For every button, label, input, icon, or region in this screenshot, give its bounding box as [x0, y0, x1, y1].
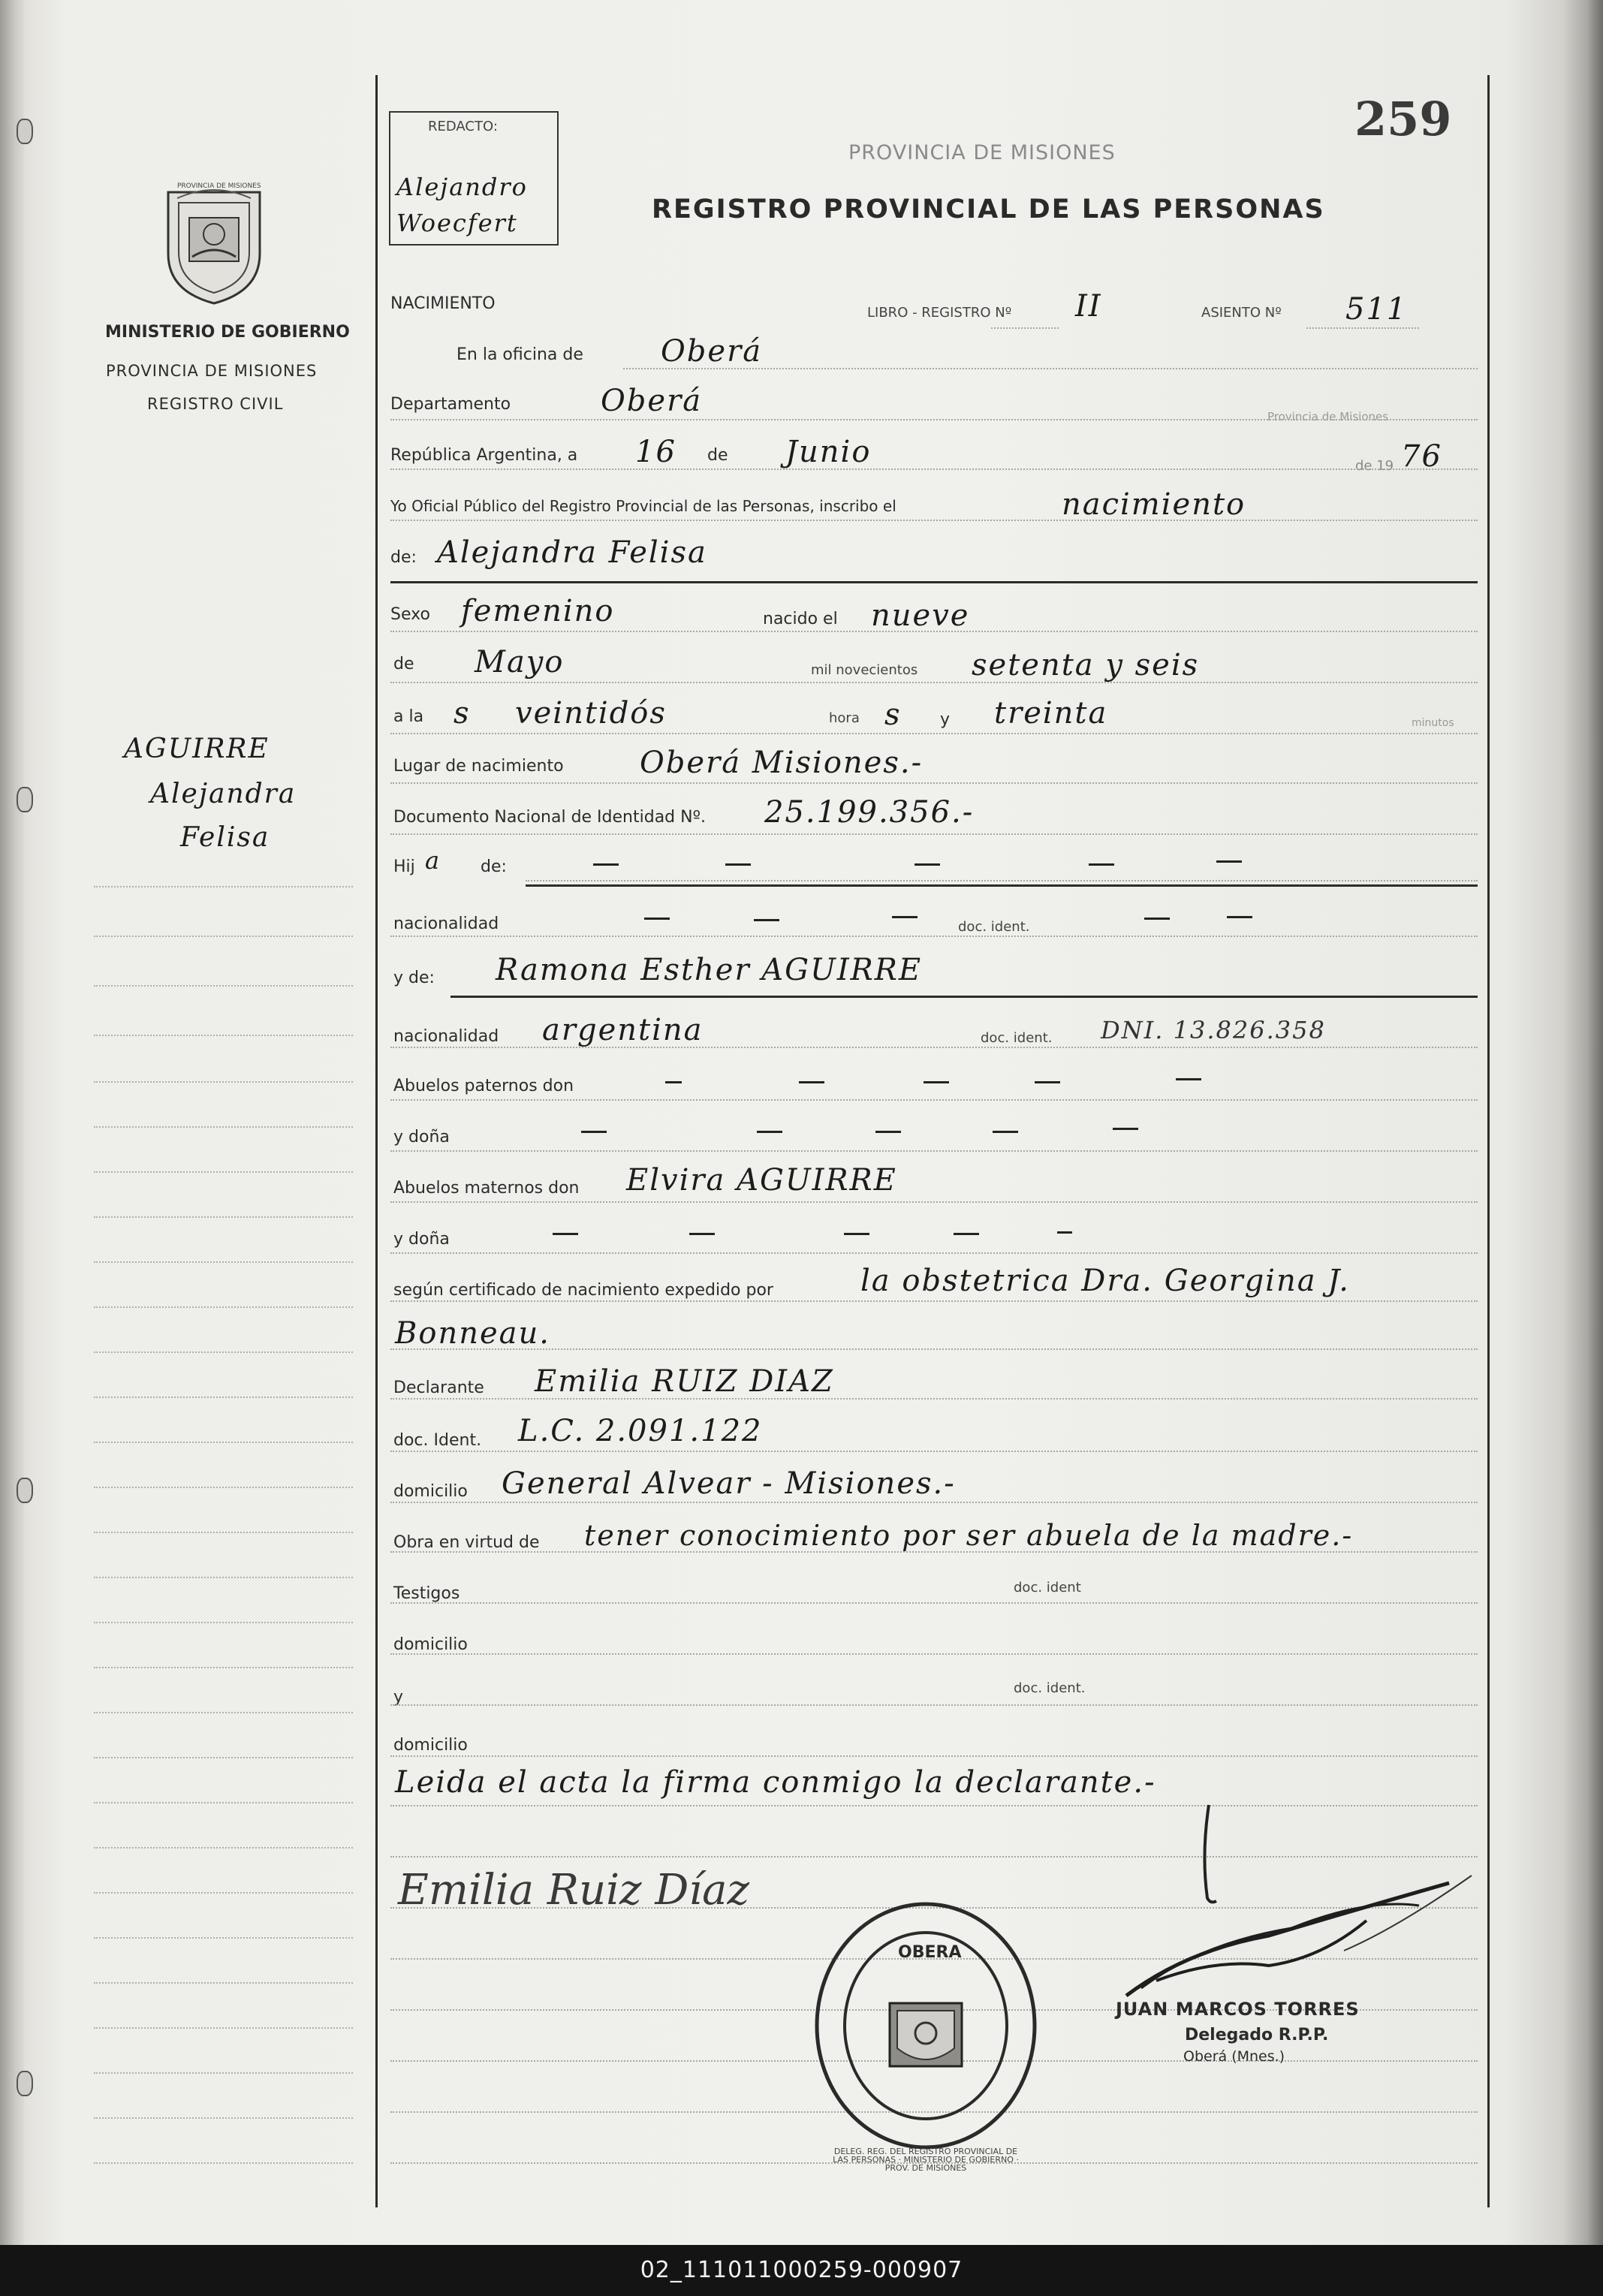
- province-heading: PROVINCIA DE MISIONES: [848, 141, 1116, 164]
- binding-hole: [17, 2071, 33, 2096]
- domicilio-label-3: domicilio: [393, 1736, 468, 1755]
- y-label: y: [940, 710, 951, 729]
- ministry-province: PROVINCIA DE MISIONES: [106, 362, 318, 380]
- departamento-value: Oberá: [601, 384, 703, 418]
- libro-label: LIBRO - REGISTRO Nº: [867, 305, 1012, 321]
- domicilio-label: domicilio: [393, 1482, 468, 1501]
- stamp-city: OBERA: [898, 1943, 962, 1962]
- hij-label: Hij: [393, 857, 415, 876]
- closing-statement: Leida el acta la firma conmigo la declarante.-: [395, 1765, 1156, 1800]
- maternal-grandparent: Elvira AGUIRRE: [626, 1163, 897, 1198]
- redacto-label: REDACTO:: [428, 119, 498, 134]
- ministry-registry: REGISTRO CIVIL: [147, 395, 284, 413]
- hora-value: veintidós: [515, 696, 667, 731]
- obra-value: tener conocimiento por ser abuela de la madre.-: [584, 1519, 1354, 1552]
- asiento-value: 511: [1345, 292, 1408, 327]
- document-id-footer: 02_111011000259-000907: [0, 2245, 1603, 2296]
- mother-nationality: argentina: [542, 1013, 704, 1047]
- registry-title: REGISTRO PROVINCIAL DE LAS PERSONAS: [652, 194, 1325, 224]
- y-de-label: y de:: [393, 969, 435, 987]
- book-binding: [0, 0, 24, 2245]
- year-value: 76: [1401, 439, 1442, 474]
- declarante-value: Emilia RUIZ DIAZ: [535, 1364, 834, 1399]
- lugar-label: Lugar de nacimiento: [393, 757, 564, 776]
- year-prefix: de 19: [1355, 458, 1394, 474]
- domicilio-value: General Alvear - Misiones.-: [502, 1466, 956, 1501]
- day-value: 16: [635, 435, 676, 469]
- seal-text: PROVINCIA DE MISIONES: [177, 182, 261, 190]
- nacionalidad-label-2: nacionalidad: [393, 1027, 499, 1046]
- margin-surname: AGUIRRE: [124, 734, 270, 764]
- redacto-name: Alejandro Woecfert: [396, 173, 528, 237]
- oficina-value: Oberá: [661, 334, 763, 369]
- doc-ident-label-3: doc. ident.: [1014, 1680, 1086, 1696]
- stamp-outer-text: DELEG. REG. DEL REGISTRO PROVINCIAL DE LAS PERSONAS · MINISTERIO DE GOBIERNO · PROV. DE MISIONES: [833, 2147, 1019, 2173]
- horas-label: hora: [829, 710, 860, 726]
- official-title: Delegado R.P.P.: [1185, 2026, 1329, 2044]
- minutos-value: treinta: [994, 696, 1108, 731]
- binding-hole: [17, 1478, 33, 1503]
- departamento-label: Departamento: [390, 395, 511, 414]
- declarant-signature: Emilia Ruiz Díaz: [398, 1866, 750, 1915]
- sexo-value: femenino: [461, 594, 615, 628]
- margin-given-name-2: Felisa: [180, 822, 270, 853]
- name-label: de:: [390, 548, 417, 567]
- testigos-doc-label: doc. ident: [1014, 1580, 1081, 1595]
- minutos-label: minutos: [1412, 717, 1454, 729]
- doc-label: doc. Ident.: [393, 1431, 482, 1450]
- coat-of-arms-icon: [159, 179, 269, 306]
- republica-label: República Argentina, a: [390, 446, 578, 465]
- domicilio-label-2: domicilio: [393, 1635, 468, 1654]
- ministry-title: MINISTERIO DE GOBIERNO: [105, 323, 350, 342]
- child-name: Alejandra Felisa: [437, 535, 707, 570]
- record-type-label: NACIMIENTO: [390, 294, 496, 313]
- nacido-value: nueve: [871, 598, 970, 633]
- nacionalidad-label: nacionalidad: [393, 914, 499, 933]
- official-signature: [1096, 1868, 1487, 2011]
- y-label-3: y: [393, 1688, 404, 1707]
- doc-ident-label-2: doc. ident.: [981, 1030, 1053, 1046]
- abuelos-paternos-label: Abuelos paternos don: [393, 1077, 574, 1095]
- hij-suffix: a: [425, 846, 441, 875]
- binding-hole: [17, 787, 33, 812]
- official-stamp: [811, 1898, 1041, 2153]
- certificado-value-2: Bonneau.: [395, 1316, 550, 1351]
- year-born: setenta y seis: [972, 648, 1200, 682]
- provincia-label: Provincia de Misiones: [1267, 410, 1389, 423]
- official-place: Oberá (Mnes.): [1183, 2048, 1285, 2065]
- month-value: Junio: [785, 435, 872, 469]
- declarante-label: Declarante: [393, 1379, 484, 1397]
- oficina-label: En la oficina de: [456, 345, 583, 364]
- dni-value: 25.199.356.-: [764, 795, 975, 830]
- asiento-label: ASIENTO Nº: [1201, 305, 1282, 321]
- y-dona-label-2: y doña: [393, 1230, 450, 1249]
- doc-value: L.C. 2.091.122: [518, 1414, 763, 1448]
- binding-hole: [17, 119, 33, 144]
- sexo-label: Sexo: [390, 605, 430, 624]
- testigos-label: Testigos: [393, 1584, 460, 1603]
- certificado-label: según certificado de nacimiento expedido por: [393, 1281, 773, 1300]
- oficial-text: Yo Oficial Público del Registro Provincial de las Personas, inscribo el: [390, 497, 896, 515]
- hij-de-label: de:: [481, 857, 507, 876]
- margin-given-name: Alejandra: [150, 779, 297, 809]
- oficial-value: nacimiento: [1062, 487, 1246, 522]
- doc-ident-label: doc. ident.: [958, 919, 1030, 935]
- lugar-value: Oberá Misiones.-: [640, 746, 924, 780]
- ala-suffix: s: [453, 696, 471, 731]
- mother-doc: DNI. 13.826.358: [1101, 1016, 1326, 1044]
- de-label: de: [707, 446, 728, 465]
- nacido-label: nacido el: [763, 610, 838, 628]
- dni-label: Documento Nacional de Identidad Nº.: [393, 808, 706, 827]
- month-born: Mayo: [475, 645, 565, 679]
- obra-label: Obra en virtud de: [393, 1533, 540, 1552]
- official-name: JUAN MARCOS TORRES: [1116, 1999, 1360, 2020]
- abuelos-maternos-label: Abuelos maternos don: [393, 1179, 580, 1198]
- horas-suffix: s: [884, 698, 902, 732]
- mil-label: mil novecientos: [811, 662, 918, 678]
- de-label-2: de: [393, 655, 414, 673]
- libro-value: II: [1075, 289, 1102, 324]
- ala-label: a la: [393, 707, 424, 726]
- mother-name: Ramona Esther AGUIRRE: [496, 953, 923, 987]
- y-dona-label: y doña: [393, 1128, 450, 1146]
- certificado-value: la obstetrica Dra. Georgina J.: [860, 1264, 1350, 1298]
- folio-number: 259: [1354, 92, 1452, 146]
